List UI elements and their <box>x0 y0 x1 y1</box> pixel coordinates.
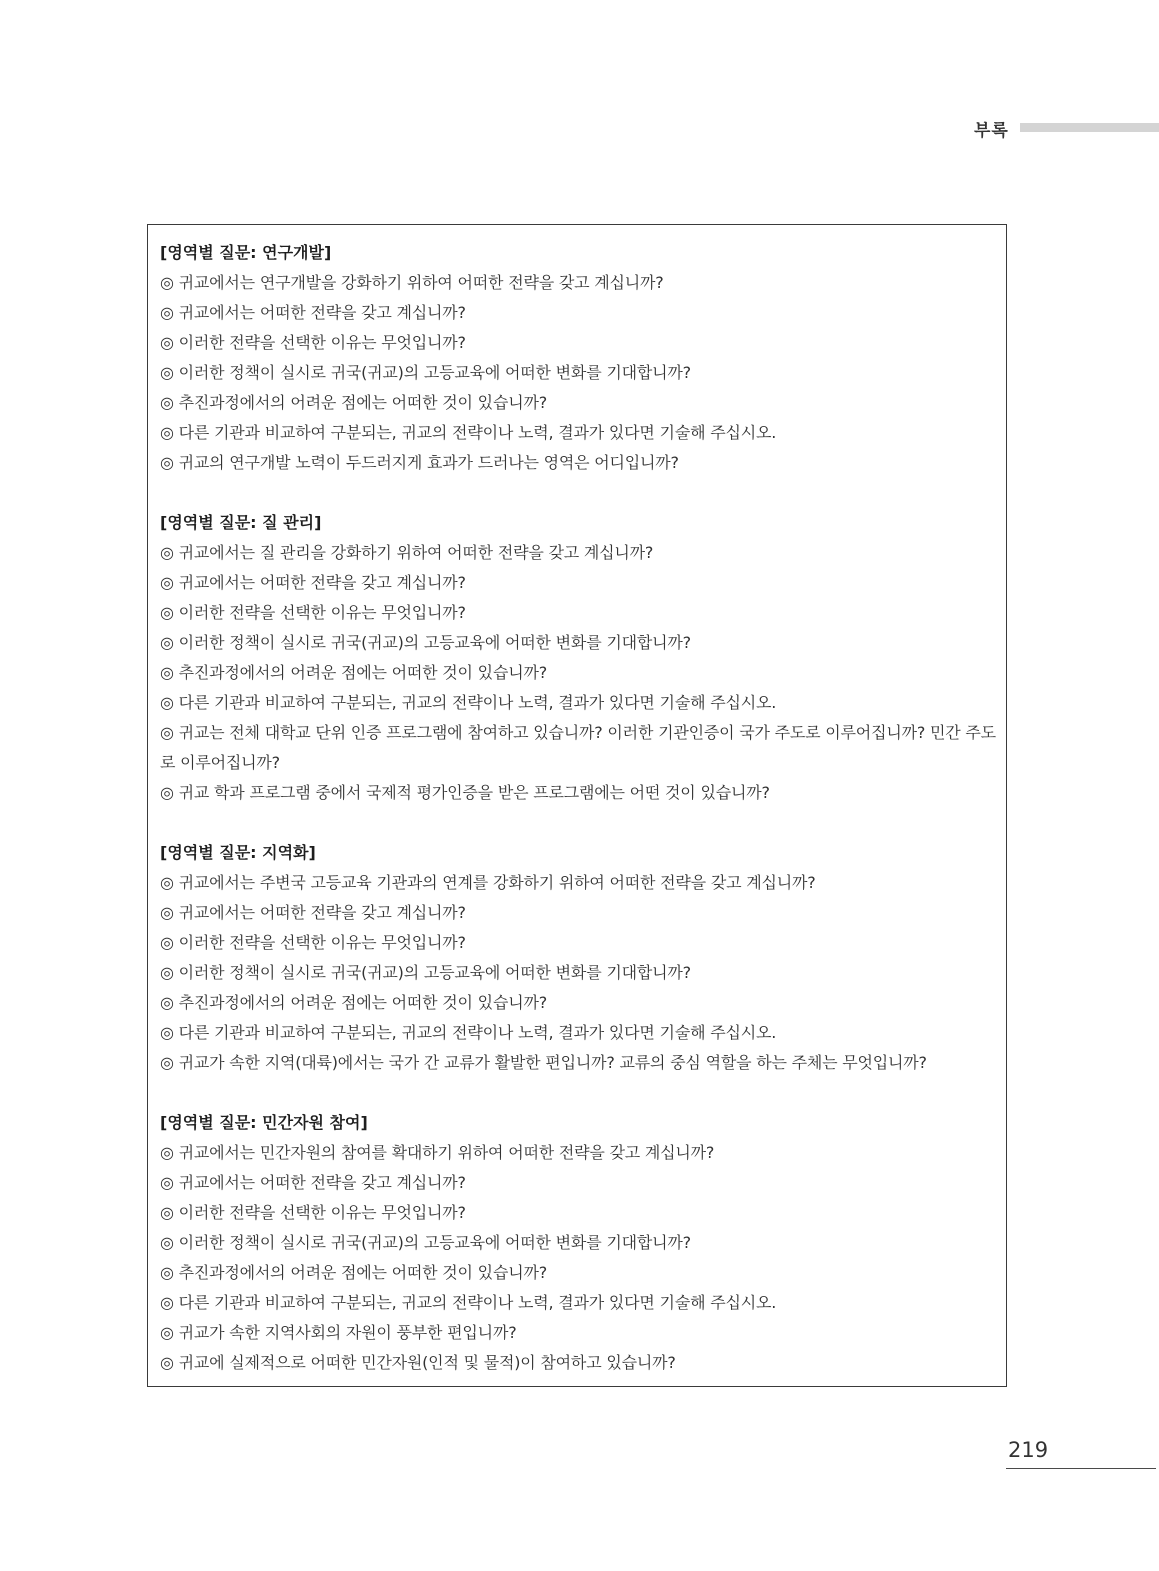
question-item: ◎ 추진과정에서의 어려운 점에는 어떠한 것이 있습니까? <box>160 1263 548 1282</box>
question-item: ◎ 귀교에서는 어떠한 전략을 갖고 계십니까? <box>160 903 466 922</box>
question-item: ◎ 추진과정에서의 어려운 점에는 어떠한 것이 있습니까? <box>160 393 548 412</box>
question-item: ◎ 이러한 정책이 실시로 귀국(귀교)의 고등교육에 어떠한 변화를 기대합니까? <box>160 633 691 652</box>
question-item: ◎ 이러한 정책이 실시로 귀국(귀교)의 고등교육에 어떠한 변화를 기대합니까? <box>160 363 691 382</box>
question-item: ◎ 이러한 정책이 실시로 귀국(귀교)의 고등교육에 어떠한 변화를 기대합니까? <box>160 1233 691 1252</box>
question-item: ◎ 다른 기관과 비교하여 구분되는, 귀교의 전략이나 노력, 결과가 있다면 기술해 주십시오. <box>160 423 777 442</box>
question-item: ◎ 귀교에서는 민간자원의 참여를 확대하기 위하여 어떠한 전략을 갖고 계십니까? <box>160 1143 715 1162</box>
question-item: ◎ 귀교에서는 어떠한 전략을 갖고 계십니까? <box>160 573 466 592</box>
question-item: ◎ 귀교에 실제적으로 어떠한 민간자원(인적 및 물적)이 참여하고 있습니까? <box>160 1353 676 1372</box>
question-item: ◎ 추진과정에서의 어려운 점에는 어떠한 것이 있습니까? <box>160 663 548 682</box>
question-item: ◎ 귀교에서는 연구개발을 강화하기 위하여 어떠한 전략을 갖고 계십니까? <box>160 273 664 292</box>
question-item: ◎ 다른 기관과 비교하여 구분되는, 귀교의 전략이나 노력, 결과가 있다면 기술해 주십시오. <box>160 1023 777 1042</box>
header-decorative-bar <box>1020 123 1159 132</box>
question-item: ◎ 귀교에서는 어떠한 전략을 갖고 계십니까? <box>160 1173 466 1192</box>
question-item: ◎ 다른 기관과 비교하여 구분되는, 귀교의 전략이나 노력, 결과가 있다면 기술해 주십시오. <box>160 693 777 712</box>
section-heading: [영역별 질문: 민간자원 참여] <box>160 1113 368 1132</box>
question-item: ◎ 이러한 전략을 선택한 이유는 무엇입니까? <box>160 333 466 352</box>
page-number: 219 <box>1008 1438 1049 1462</box>
question-item: ◎ 이러한 전략을 선택한 이유는 무엇입니까? <box>160 603 466 622</box>
section-heading: [영역별 질문: 연구개발] <box>160 243 332 262</box>
page-number-rule <box>1006 1468 1156 1469</box>
question-item: ◎ 이러한 전략을 선택한 이유는 무엇입니까? <box>160 1203 466 1222</box>
question-box <box>147 224 1007 1387</box>
appendix-header-label: 부록 <box>974 121 1009 141</box>
section-heading: [영역별 질문: 지역화] <box>160 843 316 862</box>
question-item: ◎ 귀교가 속한 지역사회의 자원이 풍부한 편입니까? <box>160 1323 517 1342</box>
section-quality-management <box>160 508 996 808</box>
question-item: ◎ 귀교에서는 주변국 고등교육 기관과의 연계를 강화하기 위하여 어떠한 전략을 갖고 계십니까? <box>160 873 816 892</box>
section-private-resources <box>160 1108 996 1378</box>
question-item: ◎ 이러한 정책이 실시로 귀국(귀교)의 고등교육에 어떠한 변화를 기대합니까? <box>160 963 691 982</box>
question-item: ◎ 귀교에서는 어떠한 전략을 갖고 계십니까? <box>160 303 466 322</box>
section-research-development <box>160 238 996 478</box>
question-item: ◎ 귀교가 속한 지역(대륙)에서는 국가 간 교류가 활발한 편입니까? 교류의 중심 역할을 하는 주체는 무엇입니까? <box>160 1053 927 1072</box>
question-item: ◎ 다른 기관과 비교하여 구분되는, 귀교의 전략이나 노력, 결과가 있다면 기술해 주십시오. <box>160 1293 777 1312</box>
section-regionalization <box>160 838 996 1078</box>
question-item: ◎ 귀교는 전체 대학교 단위 인증 프로그램에 참여하고 있습니까? 이러한 기관인증이 국가 주도로 이루어집니까? 민간 주도로 이루어집니까? <box>160 723 996 772</box>
question-item: ◎ 이러한 전략을 선택한 이유는 무엇입니까? <box>160 933 466 952</box>
question-item: ◎ 추진과정에서의 어려운 점에는 어떠한 것이 있습니까? <box>160 993 548 1012</box>
section-heading: [영역별 질문: 질 관리] <box>160 513 322 532</box>
question-item: ◎ 귀교의 연구개발 노력이 두드러지게 효과가 드러나는 영역은 어디입니까? <box>160 453 679 472</box>
question-item: ◎ 귀교에서는 질 관리을 강화하기 위하여 어떠한 전략을 갖고 계십니까? <box>160 543 654 562</box>
question-item: ◎ 귀교 학과 프로그램 중에서 국제적 평가인증을 받은 프로그램에는 어떤 것이 있습니까? <box>160 783 770 802</box>
